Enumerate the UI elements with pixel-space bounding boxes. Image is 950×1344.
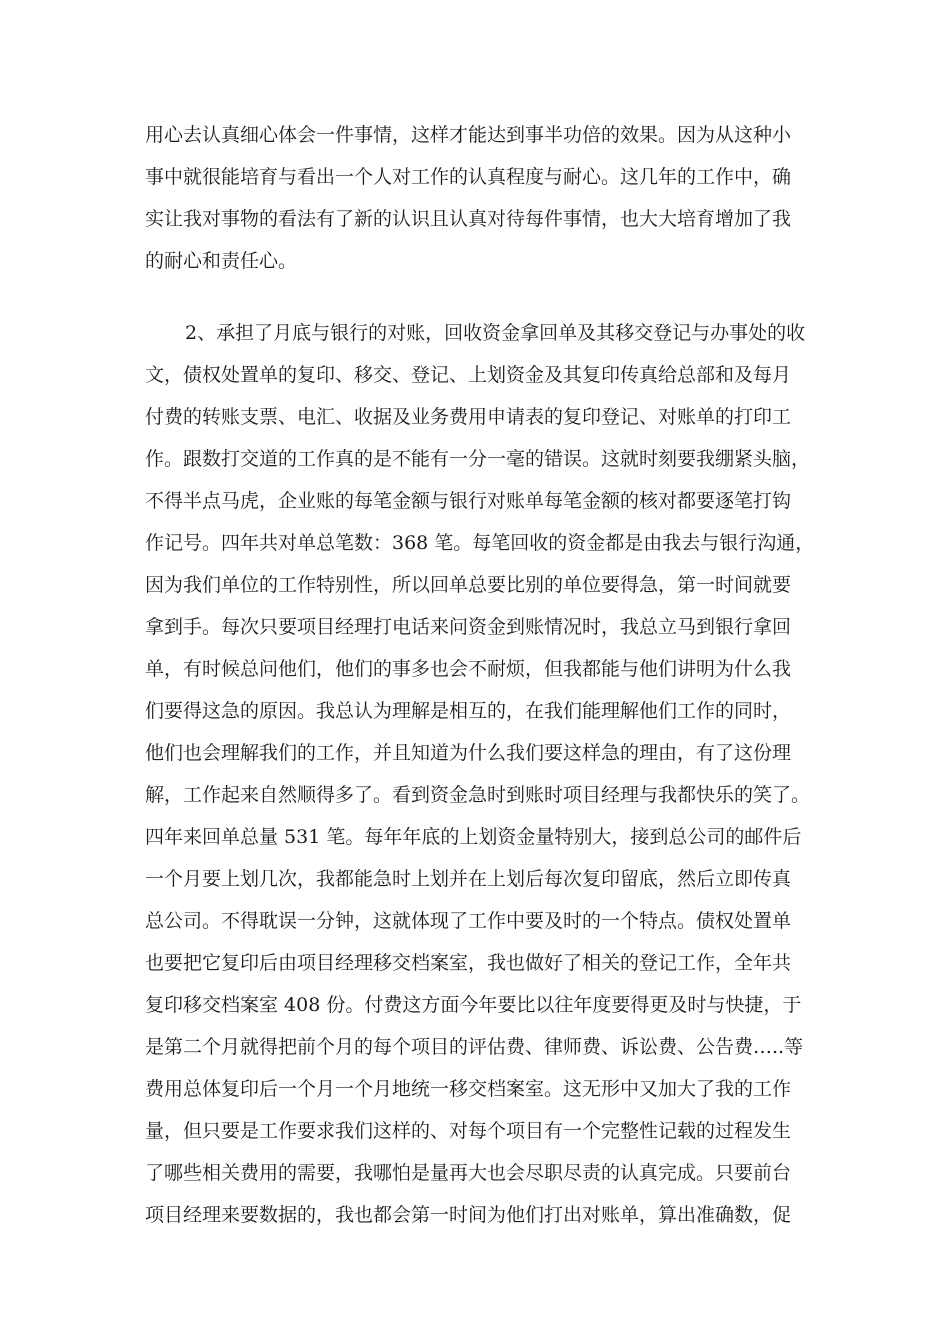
text-line: 费用总体复印后一个月一个月地统一移交档案室。这无形中又加大了我的工作 <box>145 1078 792 1100</box>
text-line: 实让我对事物的看法有了新的认识且认真对待每件事情，也大大培育增加了我 <box>145 208 792 230</box>
text-line: 2、承担了月底与银行的对账，回收资金拿回单及其移交登记与办事处的收 <box>185 322 806 344</box>
text-line: 项目经理来要数据的，我也都会第一时间为他们打出对账单，算出准确数，促 <box>145 1204 792 1226</box>
text-line: 因为我们单位的工作特别性，所以回单总要比别的单位要得急，第一时间就要 <box>145 574 792 596</box>
text-line: 付费的转账支票、电汇、收据及业务费用申请表的复印登记、对账单的打印工 <box>145 406 792 428</box>
text-line: 事中就很能培育与看出一个人对工作的认真程度与耐心。这几年的工作中，确 <box>145 166 792 188</box>
text-line: 作记号。四年共对单总笔数：368 笔。每笔回收的资金都是由我去与银行沟通， <box>145 532 815 554</box>
text-line: 用心去认真细心体会一件事情，这样才能达到事半功倍的效果。因为从这种小 <box>145 124 792 146</box>
text-line: 不得半点马虎，企业账的每笔金额与银行对账单每笔金额的核对都要逐笔打钩 <box>145 490 792 512</box>
text-line: 量，但只要是工作要求我们这样的、对每个项目有一个完整性记载的过程发生 <box>145 1120 792 1142</box>
text-line: 们要得这急的原因。我总认为理解是相互的，在我们能理解他们工作的同时， <box>145 700 792 722</box>
text-line: 也要把它复印后由项目经理移交档案室，我也做好了相关的登记工作，全年共 <box>145 952 792 974</box>
text-line: 的耐心和责任心。 <box>145 250 298 272</box>
text-line: 他们也会理解我们的工作，并且知道为什么我们要这样急的理由，有了这份理 <box>145 742 792 764</box>
text-line: 复印移交档案室 408 份。付费这方面今年要比以往年度要得更及时与快捷，于 <box>145 994 802 1016</box>
text-line: 解，工作起来自然顺得多了。看到资金急时到账时项目经理与我都快乐的笑了。 <box>145 784 811 806</box>
text-line: 拿到手。每次只要项目经理打电话来问资金到账情况时，我总立马到银行拿回 <box>145 616 792 638</box>
text-line: 了哪些相关费用的需要，我哪怕是量再大也会尽职尽责的认真完成。只要前台 <box>145 1162 792 1184</box>
text-line: 文，债权处置单的复印、移交、登记、上划资金及其复印传真给总部和及每月 <box>145 364 792 386</box>
text-line: 总公司。不得耽误一分钟，这就体现了工作中要及时的一个特点。债权处置单 <box>145 910 792 932</box>
paragraph-2 <box>145 320 815 1240</box>
paragraph-1 <box>145 122 815 282</box>
text-line: 一个月要上划几次，我都能急时上划并在上划后每次复印留底，然后立即传真 <box>145 868 792 890</box>
text-line: 四年来回单总量 531 笔。每年年底的上划资金量特别大，接到总公司的邮件后 <box>145 826 802 848</box>
text-line: 单，有时候总问他们，他们的事多也会不耐烦，但我都能与他们讲明为什么我 <box>145 658 792 680</box>
text-line: 作。跟数打交道的工作真的是不能有一分一毫的错误。这就时刻要我绷紧头脑， <box>145 448 811 470</box>
text-line: 是第二个月就得把前个月的每个项目的评估费、律师费、诉讼费、公告费…..等 <box>145 1036 804 1058</box>
